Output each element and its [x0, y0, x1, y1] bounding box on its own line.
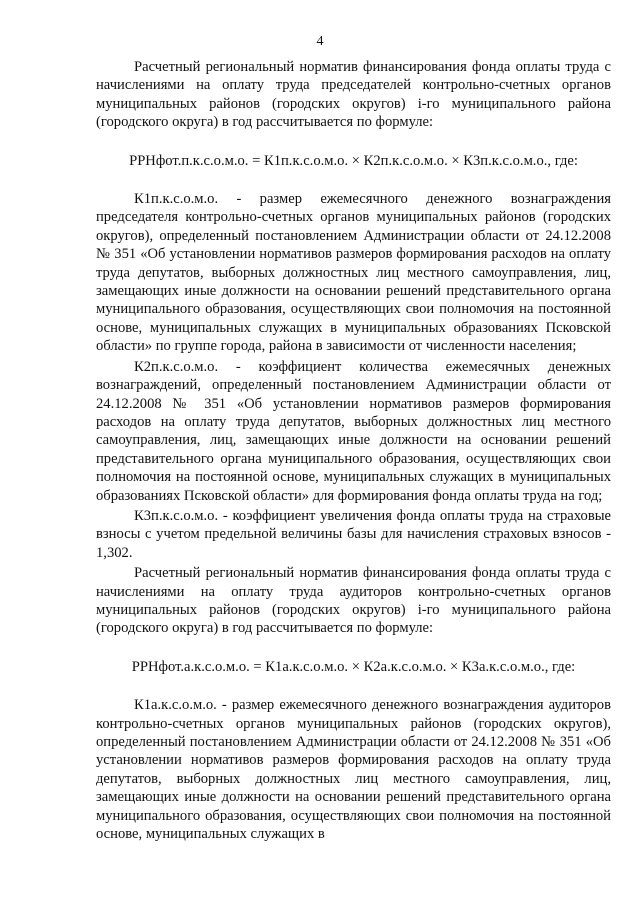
- paragraph-k3-chairman: К3п.к.с.о.м.о. - коэффициент увеличения фонда оплаты труда на страховые взносы с учетом предельной величины базы для начисления страховых взносов - 1,302.: [96, 507, 611, 561]
- paragraph-k1-chairman: К1п.к.с.о.м.о. - размер ежемесячного денежного вознаграждения председателя контрольно-счетных органов муниципальных районов (городских округов), определенный постановлением Администрации области от 24.12.2008 № 351 «Об установлении нормативов размеров формирования расходов на оплату труда депутатов, выборных должностных лиц местного самоуправления, лиц, замещающих иные должности на основании решений представительного органа муниципального образования, осуществляющих свои полномочия на постоянной основе, муниципальных служащих в муниципальных образованиях Псковской области» по группе города, района в зависимости от численности населения;: [96, 191, 611, 355]
- page-number: 4: [316, 34, 324, 49]
- document-body: [96, 58, 611, 843]
- formula-auditor: РРНфот.а.к.с.о.м.о. = К1а.к.с.о.м.о. × К2а.к.с.о.м.о. × К3а.к.с.о.м.о., где:: [131, 658, 576, 675]
- paragraph-k2-chairman: К2п.к.с.о.м.о. - коэффициент количества ежемесячных денежных вознаграждений, определенный постановлением Администрации области от 24.12.2008 № 351 «Об установлении нормативов размеров формирования расходов на оплату труда депутатов, выборных должностных лиц местного самоуправления, лиц, замещающих иные должности на основании решений представительного органа муниципального образования, осуществляющих свои полномочия на постоянной основе, муниципальных служащих в муниципальных образованиях Псковской области» для формирования фонда оплаты труда на год;: [96, 358, 611, 504]
- paragraph-auditor-norm-intro: Расчетный региональный норматив финансирования фонда оплаты труда с начислениями на оплату труда аудиторов контрольно-счетных органов муниципальных районов (городских округов) i-го муниципального района (городского округа) в год рассчитывается по формуле:: [96, 565, 611, 637]
- formula-chairman: РРНфот.п.к.с.о.м.о. = К1п.к.с.о.м.о. × К2п.к.с.о.м.о. × К3п.к.с.о.м.о., где:: [129, 152, 578, 169]
- paragraph-chairman-norm-intro: Расчетный региональный норматив финансирования фонда оплаты труда с начислениями на оплату труда председателей контрольно-счетных органов муниципальных районов (городских округов) i-го муниципального района (городского округа) в год рассчитывается по формуле:: [96, 59, 611, 131]
- paragraph-k1-auditor: К1а.к.с.о.м.о. - размер ежемесячного денежного вознаграждения аудиторов контрольно-счетных органов муниципальных районов (городских округов), определенный постановлением Администрации области от 24.12.2008 № 351 «Об установлении нормативов размеров формирования расходов на оплату труда депутатов, выборных должностных лиц местного самоуправления, лиц, замещающих иные должности на основании решений представительного органа муниципального образования, осуществляющих свои полномочия на постоянной основе, муниципальных служащих в: [96, 697, 611, 843]
